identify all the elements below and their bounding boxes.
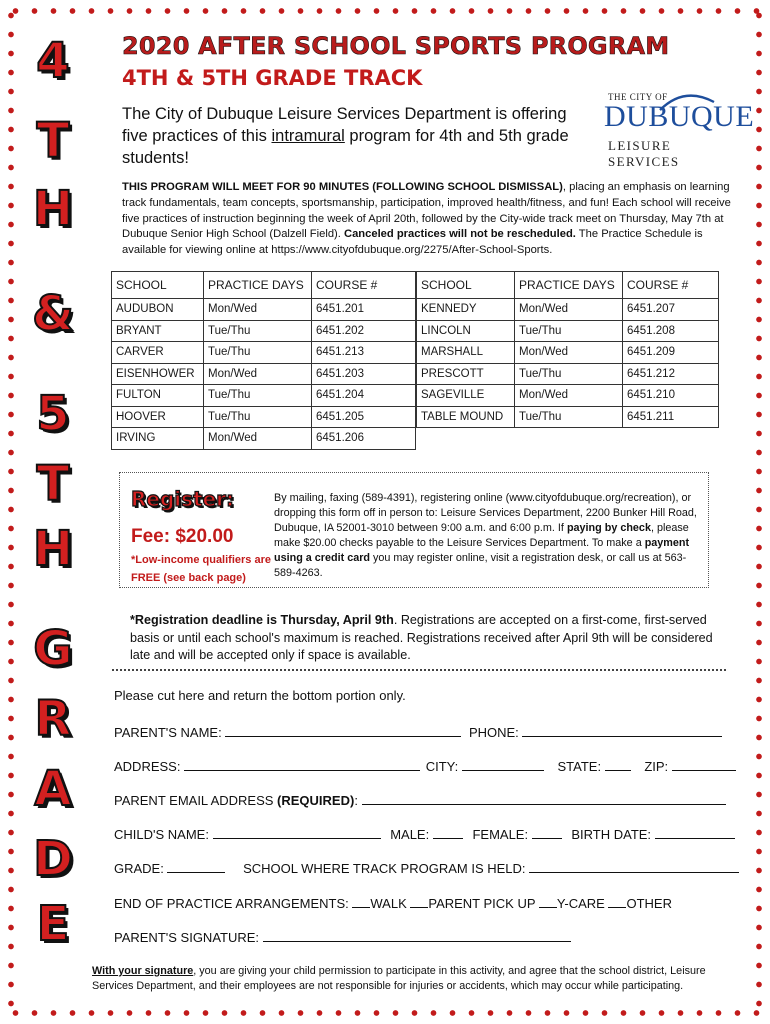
state-label: STATE: <box>557 759 602 774</box>
vertical-letter: H <box>32 521 74 577</box>
city-label: CITY: <box>425 759 459 774</box>
form-row-email: PARENT EMAIL ADDRESS (REQUIRED): <box>114 792 726 808</box>
table-row: FULTON Tue/Thu 6451.204 <box>112 385 416 407</box>
pickup-label: PARENT PICK UP <box>428 896 536 911</box>
vertical-letter: & <box>32 286 74 342</box>
form-row-signature <box>114 929 571 945</box>
zip-field[interactable] <box>672 758 736 771</box>
column-header: COURSE # <box>312 272 416 299</box>
column-header: SCHOOL <box>112 272 204 299</box>
walk-label: WALK <box>370 896 407 911</box>
female-field[interactable] <box>532 826 562 839</box>
column-header: COURSE # <box>623 272 719 299</box>
page-title: 2020 AFTER SCHOOL SPORTS PROGRAM <box>122 32 670 60</box>
low-income-note: *Low-income qualifiers are FREE (see back page) <box>131 554 271 584</box>
other-label: OTHER <box>626 896 672 911</box>
walk-checkbox[interactable] <box>352 895 370 908</box>
vertical-letter: T <box>36 456 70 512</box>
parent-name-label: PARENT'S NAME: <box>114 725 222 740</box>
intro-paragraph: The City of Dubuque Leisure Services Department is offering five practices of this intramural program for 4th and 5th grade students! <box>122 105 569 167</box>
table-row: AUDUBON Mon/Wed 6451.201 <box>112 299 416 321</box>
register-heading: Register: <box>131 487 235 511</box>
grade-label: GRADE: <box>114 861 164 876</box>
vertical-letter: D <box>33 831 73 887</box>
male-label: MALE: <box>390 827 430 842</box>
border-dots-left <box>6 6 16 1018</box>
school-field[interactable] <box>529 860 739 873</box>
vertical-letter: E <box>36 896 70 952</box>
table-row: LINCOLN Tue/Thu 6451.208 <box>417 320 719 342</box>
table-row: KENNEDY Mon/Wed 6451.207 <box>417 299 719 321</box>
table-row: IRVING Mon/Wed 6451.206 <box>112 428 416 450</box>
table-row: MARSHALL Mon/Wed 6451.209 <box>417 342 719 364</box>
child-name-field[interactable] <box>213 826 381 839</box>
address-label: ADDRESS: <box>114 759 181 774</box>
deadline-note: *Registration deadline is Thursday, April 9th. Registrations are accepted on a first-come, first-served basis or until each school's maximum is reached. Registrations received after April 9th will be considered late and will be accepted only if space is available. <box>130 613 713 662</box>
schedule-table-right <box>416 271 719 428</box>
table-row: BRYANT Tue/Thu 6451.202 <box>112 320 416 342</box>
table-row: SAGEVILLE Mon/Wed 6451.210 <box>417 385 719 407</box>
dubuque-logo: THE CITY OF DUBUQUE LEISURE SERVICES <box>604 92 755 169</box>
vertical-letter: A <box>34 761 72 817</box>
table-row: CARVER Tue/Thu 6451.213 <box>112 342 416 364</box>
column-header: PRACTICE DAYS <box>515 272 623 299</box>
vertical-letter: G <box>33 621 73 677</box>
form-row-address <box>114 758 736 774</box>
column-header: SCHOOL <box>417 272 515 299</box>
program-description: THIS PROGRAM WILL MEET FOR 90 MINUTES (FOLLOWING SCHOOL DISMISSAL), placing an emphasis on learning track fundamentals, team concepts, sportsmanship, participation, improved health/fitness, and fun! Each school will receive five practices of instruction beginning the week of April 20th, followed by the City-wide track meet on Thursday, May 7th at Dubuque Senior High School (Dalzell Field). Canceled practices will not be rescheduled. The Practice Schedule is available for viewing online at https://www.cityofdubuque.org/2275/After-School-Sports. <box>122 181 731 257</box>
address-field[interactable] <box>184 758 420 771</box>
form-row-end-practice <box>114 895 672 911</box>
email-field[interactable] <box>362 792 726 805</box>
child-name-label: CHILD'S NAME: <box>114 827 209 842</box>
vertical-letter: R <box>34 691 72 747</box>
male-field[interactable] <box>433 826 463 839</box>
vertical-letter: 5 <box>36 386 70 442</box>
other-checkbox[interactable] <box>608 895 626 908</box>
table-row: PRESCOTT Tue/Thu 6451.212 <box>417 363 719 385</box>
form-row-child <box>114 826 735 842</box>
table-header-row <box>417 272 719 299</box>
ycare-label: Y-CARE <box>556 896 605 911</box>
registration-instructions: By mailing, faxing (589-4391), registering online (www.cityofdubuque.org/recreation), or dropping this form off in person to: Leisure Services Department, 2200 Bunker Hill Road, Dubuque, IA 52001-3010 between 9:00 a.m. and 6:00 p.m. If paying by check, please make $20.00 checks payable to the Leisure Services Department. To make a payment using a credit card you may register online, visit a registration desk, or call us at 563-589-4263. <box>274 492 697 579</box>
cut-line <box>112 669 726 671</box>
school-label: SCHOOL WHERE TRACK PROGRAM IS HELD: <box>243 861 526 876</box>
form-row-parent-name <box>114 724 722 740</box>
signature-label: PARENT'S SIGNATURE: <box>114 930 260 945</box>
vertical-letter: T <box>36 113 70 169</box>
city-field[interactable] <box>462 758 544 771</box>
female-label: FEMALE: <box>472 827 529 842</box>
signature-field[interactable] <box>263 929 571 942</box>
border-dots-bottom <box>6 1008 764 1018</box>
pickup-checkbox[interactable] <box>410 895 428 908</box>
state-field[interactable] <box>605 758 631 771</box>
table-row: TABLE MOUND Tue/Thu 6451.211 <box>417 406 719 428</box>
email-required-label: (REQUIRED) <box>277 793 355 808</box>
table-row: EISENHOWER Mon/Wed 6451.203 <box>112 363 416 385</box>
form-row-grade <box>114 860 739 876</box>
vertical-letter: H <box>32 181 74 237</box>
phone-field[interactable] <box>522 724 722 737</box>
parent-name-field[interactable] <box>225 724 461 737</box>
schedule-table-left <box>111 271 416 450</box>
page-subtitle: 4TH & 5TH GRADE TRACK <box>122 66 423 90</box>
signature-disclaimer: With your signature, you are giving your child permission to participate in this activity, and agree that the school district, Leisure Services Department, and their employees are not responsible for injuries or accidents, which may occur while participating. <box>92 965 706 992</box>
email-label: PARENT EMAIL ADDRESS <box>114 793 274 808</box>
phone-label: PHONE: <box>468 725 519 740</box>
border-dots-right <box>754 6 764 1018</box>
birth-date-field[interactable] <box>655 826 735 839</box>
table-header-row <box>112 272 416 299</box>
fee-label: Fee: $20.00 <box>131 526 234 547</box>
grade-field[interactable] <box>167 860 225 873</box>
zip-label: ZIP: <box>644 759 669 774</box>
table-row: HOOVER Tue/Thu 6451.205 <box>112 406 416 428</box>
birth-date-label: BIRTH DATE: <box>571 827 652 842</box>
column-header: PRACTICE DAYS <box>204 272 312 299</box>
border-dots-top <box>6 6 764 16</box>
end-practice-label: END OF PRACTICE ARRANGEMENTS: <box>114 896 349 911</box>
vertical-letter: 4 <box>36 33 70 89</box>
cut-instruction: Please cut here and return the bottom portion only. <box>114 688 406 703</box>
ycare-checkbox[interactable] <box>539 895 557 908</box>
